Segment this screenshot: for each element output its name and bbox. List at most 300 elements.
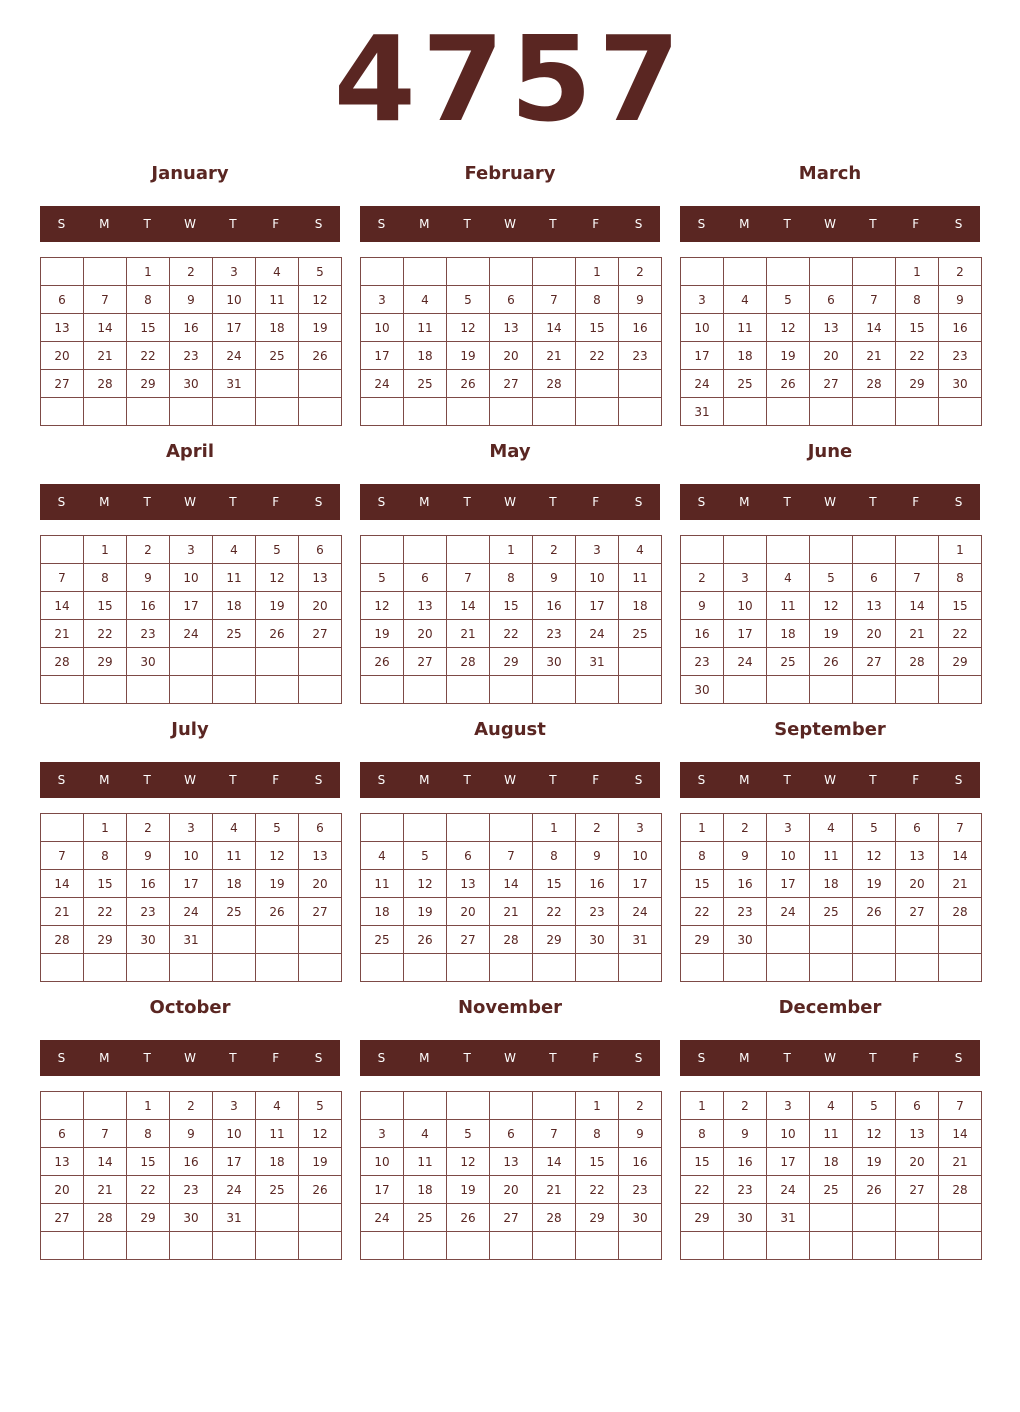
day-cell: 4 [810,814,853,842]
day-cell: 2 [724,1092,767,1120]
weekday-label: T [783,217,791,231]
day-cell: 14 [490,870,533,898]
day-cell [810,258,853,286]
day-cell: 3 [213,1092,256,1120]
day-cell: 18 [213,870,256,898]
weekday-label: S [377,495,386,509]
week-row [361,536,662,564]
day-cell: 3 [576,536,619,564]
day-cell [767,258,810,286]
weekday-label: M [419,773,430,787]
day-cell: 13 [299,564,342,592]
day-cell [767,398,810,426]
day-cell: 13 [896,842,939,870]
day-cell: 16 [170,314,213,342]
day-cell: 24 [767,1176,810,1204]
day-cell: 8 [127,286,170,314]
day-cell: 14 [939,842,982,870]
day-cell: 28 [84,370,127,398]
day-cell: 26 [853,1176,896,1204]
week-row [41,536,342,564]
week-row [41,898,342,926]
weekday-label: T [229,495,237,509]
day-cell: 21 [939,870,982,898]
weekday-label: S [954,495,963,509]
day-cell [447,398,490,426]
day-cell: 21 [84,1176,127,1204]
day-cell: 5 [853,1092,896,1120]
day-cell: 1 [939,536,982,564]
day-cell: 13 [810,314,853,342]
day-cell: 23 [619,1176,662,1204]
day-cell: 20 [299,592,342,620]
week-row [681,342,982,370]
week-row [361,926,662,954]
day-cell [127,954,170,982]
day-cell: 17 [767,1148,810,1176]
week-row [41,620,342,648]
day-cell: 16 [170,1148,213,1176]
day-cell [404,954,447,982]
day-cell: 23 [681,648,724,676]
day-cell: 24 [361,370,404,398]
day-cell [533,1232,576,1260]
day-cell [213,926,256,954]
week-row [361,676,662,704]
day-cell [256,1204,299,1232]
day-cell: 31 [767,1204,810,1232]
day-cell: 8 [576,1120,619,1148]
day-cell: 26 [767,370,810,398]
day-grid [360,813,662,982]
day-cell: 5 [810,564,853,592]
month-title: December [778,997,882,1018]
weekday-label: T [869,773,877,787]
day-cell: 11 [767,592,810,620]
weekday-header [680,206,980,242]
day-cell: 10 [576,564,619,592]
day-cell: 7 [896,564,939,592]
day-cell: 12 [853,1120,896,1148]
day-cell: 13 [41,314,84,342]
day-cell [767,926,810,954]
weekday-label: S [377,1051,386,1065]
day-cell: 30 [533,648,576,676]
week-row [41,1176,342,1204]
weekday-label: S [377,773,386,787]
day-cell: 9 [170,286,213,314]
weekday-label: T [549,495,557,509]
month-title: November [457,997,563,1018]
day-cell [939,398,982,426]
day-cell: 17 [767,870,810,898]
month-title: March [798,163,862,184]
day-cell [404,1232,447,1260]
day-grid [40,257,342,426]
week-row [681,1092,982,1120]
day-cell: 15 [533,870,576,898]
day-cell: 9 [170,1120,213,1148]
day-cell [724,258,767,286]
day-cell [256,398,299,426]
day-cell: 19 [361,620,404,648]
day-cell: 23 [724,898,767,926]
day-cell: 28 [939,898,982,926]
day-cell: 3 [767,1092,810,1120]
day-cell: 12 [447,314,490,342]
week-row [41,1092,342,1120]
day-cell: 30 [681,676,724,704]
week-row [41,564,342,592]
day-cell: 24 [213,342,256,370]
week-row [41,370,342,398]
day-cell: 20 [896,870,939,898]
day-cell: 4 [767,564,810,592]
day-cell: 16 [681,620,724,648]
day-cell: 11 [810,842,853,870]
day-cell [361,1092,404,1120]
day-cell: 16 [619,1148,662,1176]
day-cell: 13 [853,592,896,620]
day-cell: 12 [361,592,404,620]
day-cell: 28 [41,926,84,954]
day-cell: 3 [213,258,256,286]
day-cell: 15 [490,592,533,620]
day-cell: 22 [490,620,533,648]
day-cell: 18 [619,592,662,620]
day-cell: 9 [619,1120,662,1148]
day-cell: 30 [724,1204,767,1232]
day-cell [213,1232,256,1260]
day-cell [256,954,299,982]
day-cell [299,648,342,676]
day-cell [533,676,576,704]
day-cell: 17 [724,620,767,648]
day-cell: 15 [576,314,619,342]
day-cell: 18 [256,1148,299,1176]
week-row [681,898,982,926]
day-cell: 31 [681,398,724,426]
day-cell [853,926,896,954]
day-cell [896,926,939,954]
day-cell: 1 [576,1092,619,1120]
day-cell: 13 [896,1120,939,1148]
day-cell: 30 [939,370,982,398]
day-cell [84,1232,127,1260]
day-cell [939,954,982,982]
day-cell: 20 [447,898,490,926]
day-grid [40,813,342,982]
day-cell: 27 [41,370,84,398]
day-cell: 10 [767,1120,810,1148]
day-cell: 15 [681,1148,724,1176]
day-cell: 2 [724,814,767,842]
day-cell [361,258,404,286]
day-cell: 5 [256,536,299,564]
day-cell: 3 [170,814,213,842]
day-cell: 28 [490,926,533,954]
day-cell: 6 [896,814,939,842]
week-row [361,1120,662,1148]
day-cell: 30 [170,1204,213,1232]
weekday-label: S [634,1051,643,1065]
week-row [681,370,982,398]
week-row [41,814,342,842]
weekday-label: S [314,773,323,787]
day-cell [853,1232,896,1260]
day-cell [490,676,533,704]
week-row [41,1120,342,1148]
day-cell: 28 [41,648,84,676]
day-cell [681,258,724,286]
day-cell [213,648,256,676]
weekday-label: S [954,217,963,231]
day-cell [896,676,939,704]
month-title: June [807,441,853,462]
day-cell [490,1232,533,1260]
weekday-header [680,484,980,520]
day-cell: 23 [170,1176,213,1204]
weekday-label: M [419,495,430,509]
day-cell [299,370,342,398]
day-cell: 4 [213,814,256,842]
weekday-label: W [504,773,516,787]
weekday-label: M [99,1051,110,1065]
day-cell: 4 [724,286,767,314]
day-cell: 5 [853,814,896,842]
day-cell: 1 [490,536,533,564]
day-cell [681,954,724,982]
day-cell: 7 [490,842,533,870]
day-cell [810,954,853,982]
day-cell [84,1092,127,1120]
weekday-label: T [143,217,151,231]
day-cell: 21 [533,1176,576,1204]
weekday-header [680,762,980,798]
day-cell: 1 [84,536,127,564]
day-cell: 25 [619,620,662,648]
day-cell: 8 [533,842,576,870]
day-cell [767,676,810,704]
day-cell: 8 [681,842,724,870]
day-cell [41,398,84,426]
day-cell: 15 [576,1148,619,1176]
week-row [41,870,342,898]
day-cell: 16 [533,592,576,620]
day-cell: 12 [256,842,299,870]
day-cell: 14 [84,314,127,342]
day-cell: 19 [853,870,896,898]
day-cell [256,676,299,704]
day-cell: 17 [576,592,619,620]
day-cell: 22 [939,620,982,648]
day-cell: 26 [299,1176,342,1204]
day-cell: 29 [84,926,127,954]
day-cell: 17 [681,342,724,370]
week-row [41,342,342,370]
day-cell [533,1092,576,1120]
weekday-label: T [463,1051,471,1065]
day-cell: 31 [213,370,256,398]
day-cell: 25 [810,898,853,926]
weekday-label: S [697,773,706,787]
day-cell: 29 [939,648,982,676]
weekday-label: S [314,1051,323,1065]
day-cell [361,676,404,704]
day-cell [404,536,447,564]
weekday-label: T [869,217,877,231]
day-cell [576,370,619,398]
day-cell [533,258,576,286]
weekday-label: T [229,217,237,231]
day-cell: 16 [127,870,170,898]
day-cell: 6 [810,286,853,314]
day-cell [256,1232,299,1260]
day-cell [853,398,896,426]
weekday-label: M [419,1051,430,1065]
day-cell [41,258,84,286]
day-cell: 1 [127,1092,170,1120]
day-cell: 23 [724,1176,767,1204]
week-row [361,1204,662,1232]
day-cell: 11 [619,564,662,592]
day-cell [767,1232,810,1260]
week-row [41,842,342,870]
day-cell: 5 [299,258,342,286]
day-cell: 12 [447,1148,490,1176]
day-cell: 15 [127,314,170,342]
weekday-label: W [184,1051,196,1065]
day-cell: 5 [447,286,490,314]
day-cell: 27 [299,620,342,648]
day-cell: 21 [41,898,84,926]
day-cell [361,1232,404,1260]
day-cell: 7 [853,286,896,314]
day-cell [447,258,490,286]
day-cell: 24 [213,1176,256,1204]
day-cell: 23 [127,620,170,648]
day-cell [810,536,853,564]
day-cell: 26 [256,898,299,926]
day-cell: 22 [896,342,939,370]
day-cell: 11 [361,870,404,898]
day-cell [84,676,127,704]
day-cell: 21 [490,898,533,926]
day-cell: 1 [681,1092,724,1120]
day-cell: 13 [41,1148,84,1176]
day-cell: 17 [213,314,256,342]
day-cell [361,954,404,982]
day-cell: 10 [361,314,404,342]
day-cell: 19 [404,898,447,926]
day-grid [360,535,662,704]
day-cell: 16 [724,1148,767,1176]
day-cell: 25 [810,1176,853,1204]
day-cell [170,398,213,426]
day-cell [724,536,767,564]
weekday-label: M [739,1051,750,1065]
week-row [681,286,982,314]
day-cell: 22 [681,898,724,926]
day-cell: 13 [404,592,447,620]
day-cell: 11 [810,1120,853,1148]
day-cell [576,954,619,982]
weekday-label: T [463,217,471,231]
weekday-label: S [697,1051,706,1065]
day-cell: 21 [41,620,84,648]
weekday-label: W [504,1051,516,1065]
day-cell: 22 [84,898,127,926]
day-cell: 27 [853,648,896,676]
weekday-label: W [184,773,196,787]
day-cell: 20 [41,1176,84,1204]
day-cell: 20 [896,1148,939,1176]
day-cell: 3 [681,286,724,314]
day-cell: 5 [256,814,299,842]
weekday-label: T [783,1051,791,1065]
month-title: May [489,441,531,462]
day-cell [490,398,533,426]
week-row [361,342,662,370]
weekday-label: F [592,495,600,509]
week-row [41,286,342,314]
day-cell [853,954,896,982]
day-cell: 19 [299,314,342,342]
day-cell [724,676,767,704]
day-cell [853,676,896,704]
day-cell: 4 [810,1092,853,1120]
day-cell [404,676,447,704]
day-cell: 10 [619,842,662,870]
weekday-label: T [783,773,791,787]
day-cell: 27 [490,370,533,398]
weekday-header [40,484,340,520]
day-cell: 26 [810,648,853,676]
day-cell: 18 [213,592,256,620]
day-cell: 7 [939,814,982,842]
day-cell: 16 [619,314,662,342]
day-cell: 23 [576,898,619,926]
day-cell: 13 [447,870,490,898]
day-cell: 29 [681,1204,724,1232]
day-cell: 8 [84,842,127,870]
weekday-label: T [463,495,471,509]
day-cell [619,648,662,676]
day-grid [40,535,342,704]
day-cell: 12 [299,1120,342,1148]
day-cell: 10 [213,286,256,314]
day-cell: 30 [724,926,767,954]
day-cell [84,398,127,426]
day-cell: 6 [299,814,342,842]
week-row [681,1148,982,1176]
day-cell: 23 [939,342,982,370]
day-cell: 8 [127,1120,170,1148]
day-grid [680,257,982,426]
week-row [681,1176,982,1204]
weekday-label: M [419,217,430,231]
day-cell: 9 [576,842,619,870]
day-cell: 28 [853,370,896,398]
week-row [361,592,662,620]
day-cell: 14 [41,592,84,620]
day-cell [681,1232,724,1260]
day-cell [127,676,170,704]
weekday-header [360,484,660,520]
week-row [41,592,342,620]
weekday-label: F [912,773,920,787]
day-cell [170,676,213,704]
